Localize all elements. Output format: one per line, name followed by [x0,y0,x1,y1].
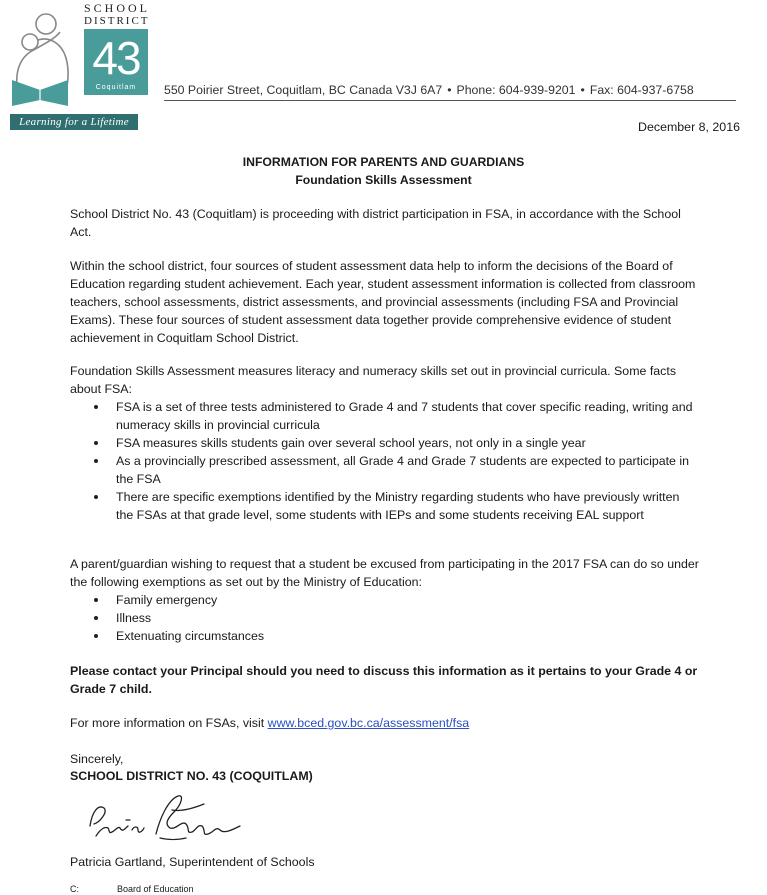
logo-number-box [84,29,148,95]
list-item: As a provincially prescribed assessment, all Grade 4 and Grade 7 students are expected to participate in the FSA [70,452,700,488]
bullet-icon [94,634,98,638]
bullet-icon [94,459,98,463]
list-item: Family emergency [70,591,700,609]
handwritten-signature [86,790,246,846]
fsa-info-link[interactable]: www.bced.gov.bc.ca/assessment/fsa [267,716,470,730]
logo-city: Coquitlam [95,84,137,91]
list-item: Extenuating circumstances [70,627,700,645]
list-item: There are specific exemptions identified by the Ministry regarding students who have previously written the FSAs at that grade level, some students with IEPs and some students receiving EAL support [70,488,700,524]
cc-label: C: [70,884,79,894]
phone-number: Phone: 604-939-9201 [456,83,576,97]
bullet-icon [94,405,98,409]
page-subtitle: Foundation Skills Assessment [295,173,472,187]
paragraph-contact-principal: Please contact your Principal should you need to discuss this information as it pertains to your Grade 4 or Grade 7 child. [70,664,698,696]
more-info-text: For more information on FSAs, visit [70,716,268,730]
bullet-icon [94,495,98,499]
list-item: FSA measures skills students gain over several school years, not only in a single year [70,434,700,452]
logo-district-text: DISTRICT [84,15,150,27]
separator-dot: • [580,83,585,97]
cc-recipient: Board of Education [117,884,194,894]
page-title: INFORMATION FOR PARENTS AND GUARDIANS [242,155,525,169]
closing: Sincerely, [70,752,124,766]
district-logo [10,1,151,132]
facts-list [70,398,700,524]
paragraph-intro: School District No. 43 (Coquitlam) is proceeding with district participation in FSA, in accordance with the School Act. [70,207,681,239]
signer-name-title: Patricia Gartland, Superintendent of Schools [70,855,315,869]
paragraph-fsa-facts: Foundation Skills Assessment measures literacy and numeracy skills set out in provincial curricula. Some facts about FSA: [70,364,677,396]
exemptions-list [70,591,700,645]
bullet-icon [94,441,98,445]
list-item: FSA is a set of three tests administered to Grade 4 and 7 students that cover specific reading, writing and numeracy skills in provincial curricula [70,398,700,434]
signoff-organization: SCHOOL DISTRICT NO. 43 (COQUITLAM) [70,769,313,783]
logo-school-text: SCHOOL [84,1,151,15]
fax-number: Fax: 604-937-6758 [589,83,694,97]
separator-dot: • [447,83,452,97]
logo-number: 43 [92,32,140,84]
parent-child-book-icon [10,10,88,106]
bullet-icon [94,616,98,620]
letter-date: December 8, 2016 [638,120,740,134]
paragraph-sources: Within the school district, four sources of student assessment data help to inform the decisions of the Board of Education regarding student achievement. Each year, student assessment information is collected from classroom teachers, school assessments, district assessments, and provincial assessments (including FSA and Provincial Exams). These four sources of student assessment data together provide comprehensive evidence of student achievement in Coquitlam School District. [70,259,696,345]
bullet-icon [94,598,98,602]
tagline: Learning for a Lifetime [10,114,138,130]
list-item: Illness [70,609,700,627]
paragraph-more-info [70,714,700,732]
address-line [164,82,736,101]
paragraph-exemptions: A parent/guardian wishing to request that a student be excused from participating in the 2017 FSA can do so under the following exemptions as set out by the Ministry of Education: [70,557,699,589]
street-address: 550 Poirier Street, Coquitlam, BC Canada V3J 6A7 [164,83,443,97]
